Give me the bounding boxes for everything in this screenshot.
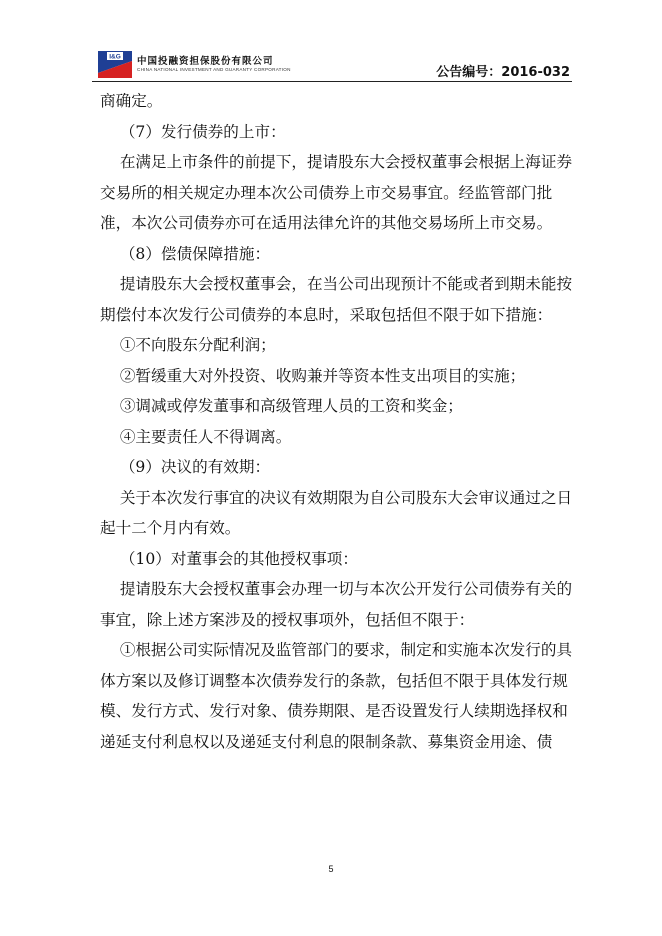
company-name-en: CHINA NATIONAL INVESTMENT AND GUARANTY CORPORATION [137, 67, 291, 72]
company-name-cn: 中国投融资担保股份有限公司 [137, 56, 274, 67]
list-item: ①不向股东分配利润； [100, 336, 276, 354]
section-heading: （8）偿债保障措施： [100, 244, 271, 263]
list-item: ③调减或停发董事和高级管理人员的工资和奖金； [100, 397, 463, 415]
section-heading: （10）对董事会的其他授权事项： [100, 549, 358, 568]
section-heading: （9）决议的有效期： [100, 458, 271, 476]
paragraph: 关于本次发行事宜的决议有效期限为自公司股东大会审议通过之日起十二个月内有效。 [100, 488, 573, 537]
paragraph: 在满足上市条件的前提下，提请股东大会授权董事会根据上海证券交易所的相关规定办理本次公司债券上市交易事宜。经监管部门批准，本次公司债券亦可在适用法律允许的其他交易场所上市交易。 [100, 153, 573, 232]
page-header [92, 50, 572, 82]
paragraph: 提请股东大会授权董事会，在当公司出现预计不能或者到期未能按期偿付本次发行公司债券的本息时，采取包括但不限于如下措施： [100, 275, 573, 324]
header-divider [92, 81, 572, 82]
list-item: ①根据公司实际情况及监管部门的要求，制定和实施本次发行的具体方案以及修订调整本次债券发行的条款，包括但不限于具体发行规模、发行方式、发行对象、债券期限、是否设置发行人续期选择权和递延支付利息权以及递延支付利息的限制条款、募集资金用途、债 [100, 641, 573, 751]
page-number: 5 [328, 864, 334, 874]
paragraph: 商确定。 [100, 92, 163, 110]
list-item: ②暂缓重大对外投资、收购兼并等资本性支出项目的实施； [100, 366, 526, 385]
notice-number: 公告编号：2016-032 [436, 65, 570, 80]
document-body [100, 86, 575, 757]
logo-text: I&G [109, 53, 121, 61]
paragraph: 提请股东大会授权董事会办理一切与本次公开发行公司债券有关的事宜，除上述方案涉及的授权事项外，包括但不限于： [100, 580, 573, 629]
company-logo [98, 51, 132, 78]
section-heading: （7）发行债券的上市： [100, 122, 286, 141]
list-item: ④主要责任人不得调离。 [100, 427, 292, 446]
